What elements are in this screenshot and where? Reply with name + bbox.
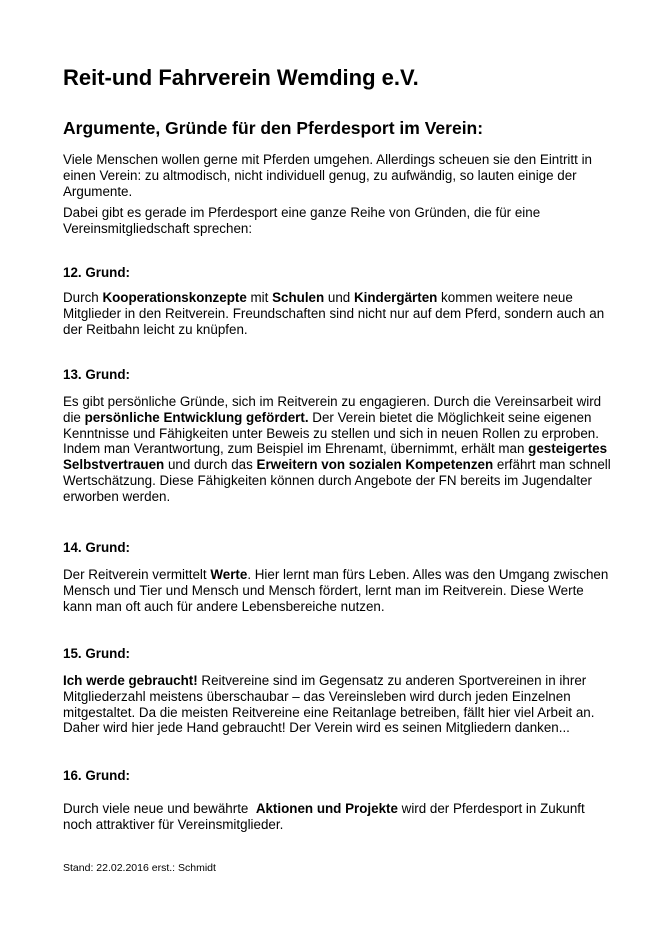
reason-13-heading: 13. Grund: (63, 367, 130, 382)
reason-12-text: Durch Kooperationskonzepte mit Schulen und Kindergärten kommen weitere neue Mitglieder in den Reitverein. Freundschaften sind nicht nur auf dem Pferd, sondern auch an der Reitbahn leicht zu knüpfen. (63, 290, 605, 337)
page-subtitle: Argumente, Gründe für den Pferdesport im Verein: (63, 118, 484, 138)
intro-paragraph-1: Viele Menschen wollen gerne mit Pferden umgehen. Allerdings scheuen sie den Eintritt in einen Verein: zu altmodisch, nicht individuell genug, zu aufwändig, so lauten einige der Argumente. (63, 152, 592, 199)
reason-14-heading: 14. Grund: (63, 540, 130, 555)
reason-15-text: Ich werde gebraucht! Reitvereine sind im Gegensatz zu anderen Sportvereinen in ihrer Mitgliederzahl meistens überschaubar – das Vereinsleben wird durch jeden Einzelnen mitgestaltet. Da die meisten Reitvereine eine Reitanlage betreiben, fällt hier viel Arbeit an. Daher wird hier jede Hand gebraucht! Der Verein wird es seinen Mitgliedern danken... (63, 673, 595, 736)
reason-13-text: Es gibt persönliche Gründe, sich im Reitverein zu engagieren. Durch die Vereinsarbeit wird die persönliche Entwicklung gefördert. Der Verein bietet die Möglichkeit seine eigenen Kenntnisse und Fähigkeiten unter Beweis zu stellen und sich in neuen Rollen zu erproben. Indem man Verantwortung, zum Beispiel im Ehrenamt, übernimmt, erhält man gesteigertes Selbstvertrauen und durch das Erweitern von sozialen Kompetenzen erfährt man schnell Wertschätzung. Diese Fähigkeiten können durch Angebote der FN bereits im Jugendalter erworben werden. (63, 394, 611, 504)
reason-14-text: Der Reitverein vermittelt Werte. Hier lernt man fürs Leben. Alles was den Umgang zwischen Mensch und Tier und Mensch und Mensch fördert, lernt man im Reitverein. Diese Werte kann man oft auch für andere Lebensbereiche nutzen. (63, 567, 609, 614)
intro-paragraph-2: Dabei gibt es gerade im Pferdesport eine ganze Reihe von Gründen, die für eine Vereinsmitgliedschaft sprechen: (63, 205, 541, 236)
reason-15-heading: 15. Grund: (63, 646, 130, 661)
reason-12-heading: 12. Grund: (63, 265, 130, 280)
footer-note: Stand: 22.02.2016 erst.: Schmidt (63, 862, 216, 874)
page-title: Reit-und Fahrverein Wemding e.V. (63, 65, 419, 90)
reason-16-text: Durch viele neue und bewährte Aktionen und Projekte wird der Pferdesport in Zukunft noch attraktiver für Vereinsmitglieder. (63, 801, 585, 832)
reason-16-heading: 16. Grund: (63, 768, 130, 783)
